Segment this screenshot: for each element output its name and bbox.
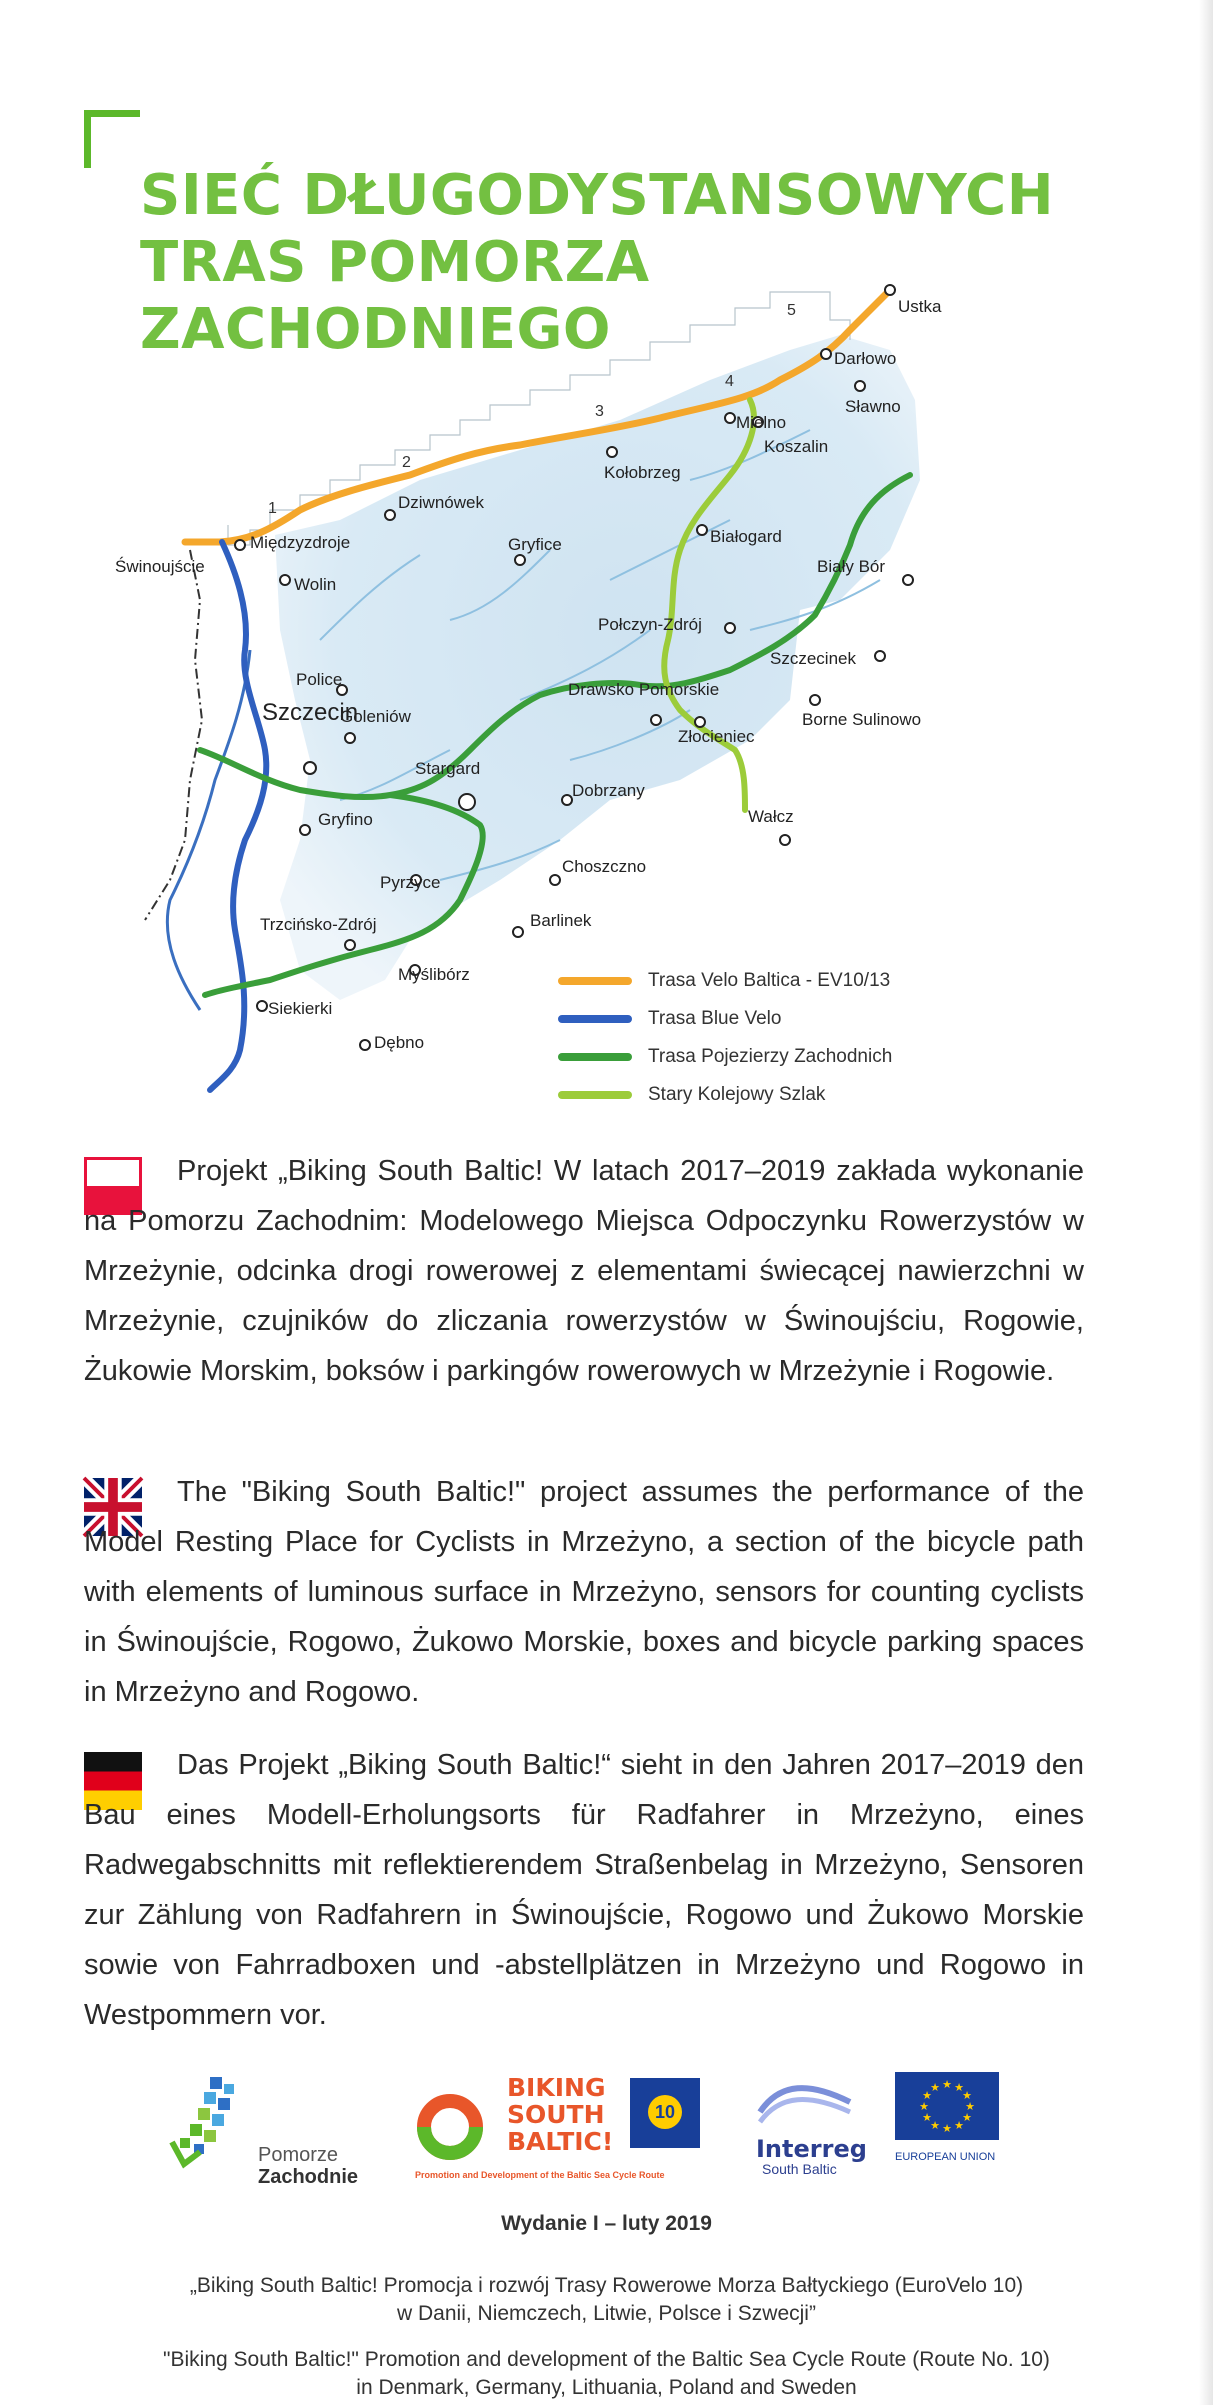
legend-item-blue-velo bbox=[558, 1000, 892, 1038]
footer-en-line-2: in Denmark, Germany, Lithuania, Poland and Sweden bbox=[356, 2376, 857, 2399]
label-dziwnowek: Dziwnówek bbox=[398, 493, 484, 512]
baltic-text: BALTIC! bbox=[507, 2127, 614, 2156]
svg-text:★: ★ bbox=[962, 2090, 972, 2102]
footer-en-line-1: "Biking South Baltic!" Promotion and development of the Baltic Sea Cycle Route (Route No. 10) bbox=[163, 2348, 1050, 2371]
label-police: Police bbox=[296, 670, 343, 689]
label-gryfino: Gryfino bbox=[318, 810, 373, 829]
pomorze-mosaic-icon bbox=[170, 2072, 250, 2172]
label-dobrzany: Dobrzany bbox=[572, 781, 645, 800]
svg-text:★: ★ bbox=[922, 2090, 932, 2102]
svg-text:★: ★ bbox=[942, 2079, 952, 2091]
svg-text:★: ★ bbox=[930, 2120, 940, 2132]
south-text: SOUTH bbox=[507, 2100, 605, 2129]
footer-pl-line-2: w Danii, Niemczech, Litwie, Polsce i Szwecji” bbox=[397, 2302, 816, 2325]
footer-title-en bbox=[0, 2346, 1213, 2402]
map-legend bbox=[558, 962, 892, 1114]
label-koszalin: Koszalin bbox=[764, 437, 829, 456]
biking-ring-icon bbox=[415, 2092, 485, 2162]
label-drawsko-pomorskie: Drawsko Pomorskie bbox=[568, 680, 720, 699]
svg-text:★: ★ bbox=[942, 2123, 952, 2135]
label-swinoujscie: Świnoujście bbox=[115, 557, 205, 576]
label-miedzyzdroje: Międzyzdroje bbox=[250, 533, 351, 552]
zachodnie-text: Zachodnie bbox=[258, 2166, 359, 2188]
eu-label: EUROPEAN UNION bbox=[895, 2151, 996, 2163]
label-szczecinek: Szczecinek bbox=[770, 649, 856, 668]
eu-logo bbox=[895, 2072, 1005, 2182]
biking-south-baltic-logo bbox=[415, 2072, 725, 2202]
text-en: The "Biking South Baltic!" project assumes the performance of the Model Resting Place for Cyclists in Mrzeżyno, a section of the bicycle path with elements of luminous surface in Mrzeżyno, sensors for counting cyclists in Świnoujście, Rogowo, Żukowo Morskie, boxes and bicycle parking spaces in Mrzeżyno and Rogowo. bbox=[84, 1476, 1084, 1708]
label-choszczno: Choszczno bbox=[562, 857, 647, 876]
label-szczecin: Szczecin bbox=[262, 699, 359, 726]
corner-bracket-mark bbox=[84, 110, 140, 168]
eu-flag-icon bbox=[895, 2072, 999, 2140]
legend-label: Stary Kolejowy Szlak bbox=[648, 1084, 826, 1105]
interreg-wave-icon bbox=[750, 2072, 860, 2132]
interreg-text: Interreg bbox=[756, 2135, 867, 2163]
section-number-5: 5 bbox=[787, 302, 796, 319]
section-number-4: 4 bbox=[725, 373, 734, 390]
legend-swatch-velo-baltica bbox=[558, 977, 632, 985]
legend-item-velo-baltica bbox=[558, 962, 892, 1000]
interreg-subtitle: South Baltic bbox=[762, 2161, 837, 2177]
label-barlinek: Barlinek bbox=[530, 911, 592, 930]
text-block-de bbox=[84, 1740, 1084, 2040]
text-block-en bbox=[84, 1467, 1084, 1717]
biking-text: BIKING bbox=[507, 2073, 606, 2102]
section-number-1: 1 bbox=[268, 500, 277, 517]
title-line-2: TRAS POMORZA bbox=[140, 230, 650, 295]
page-edge-shadow bbox=[1199, 0, 1213, 2405]
label-trzcinsko-zdroj: Trzcińsko-Zdrój bbox=[260, 915, 377, 934]
label-gryfice: Gryfice bbox=[508, 535, 562, 554]
label-walcz: Wałcz bbox=[748, 807, 794, 826]
legend-swatch-pojezierzy bbox=[558, 1053, 632, 1061]
label-bialy-bor: Biały Bór bbox=[817, 557, 886, 576]
footer-pl-line-1: „Biking South Baltic! Promocja i rozwój Trasy Rowerowe Morza Bałtyckiego (EuroVelo 10) bbox=[189, 2274, 1024, 2297]
eurovelo-number: 10 bbox=[648, 2095, 682, 2129]
title-line-3: ZACHODNIEGO bbox=[140, 297, 612, 362]
text-pl: Projekt „Biking South Baltic! W latach 2017–2019 zakłada wykonanie na Pomorzu Zachodnim: Modelowego Miejsca Odpoczynku Rowerzystów w Mrzeżynie, odcinka drogi rowerowej z elementami świecącej nawierzchni w Mrzeżynie, czujników do zliczania rowerzystów w Świnoujściu, Rogowie, Żukowie Morskim, boksów i parkingów rowerowych w Mrzeżynie i Rogowie. bbox=[84, 1155, 1084, 1387]
interreg-logo bbox=[750, 2072, 870, 2182]
label-bialogard: Białogard bbox=[710, 527, 782, 546]
section-number-2: 2 bbox=[402, 454, 411, 471]
label-darlowo: Darłowo bbox=[834, 349, 897, 368]
label-kolobrzeg: Kołobrzeg bbox=[604, 463, 681, 482]
label-debno: Dębno bbox=[374, 1033, 425, 1052]
svg-text:★: ★ bbox=[954, 2120, 964, 2132]
svg-text:★: ★ bbox=[919, 2101, 929, 2113]
pomorze-zachodnie-logo bbox=[170, 2072, 359, 2192]
footer-title-pl bbox=[0, 2272, 1213, 2328]
label-zlocieniec: Złocieniec bbox=[678, 727, 755, 746]
label-slawno: Sławno bbox=[845, 397, 901, 416]
label-polczyn-zdroj: Połczyn-Zdrój bbox=[598, 615, 702, 634]
edition-label: Wydanie I – luty 2019 bbox=[501, 2212, 712, 2235]
svg-text:★: ★ bbox=[930, 2082, 940, 2094]
label-borne-sulinowo: Borne Sulinowo bbox=[802, 710, 922, 729]
label-stargard: Stargard bbox=[415, 759, 481, 778]
svg-text:★: ★ bbox=[922, 2112, 932, 2124]
label-goleniow: Goleniów bbox=[340, 707, 411, 726]
svg-text:★: ★ bbox=[954, 2082, 964, 2094]
legend-label: Trasa Blue Velo bbox=[648, 1008, 782, 1029]
legend-label: Trasa Velo Baltica - EV10/13 bbox=[648, 970, 891, 991]
legend-swatch-kolejowy bbox=[558, 1091, 632, 1099]
label-pyrzyce: Pyrzyce bbox=[380, 873, 441, 892]
eurovelo-badge bbox=[630, 2078, 700, 2148]
title-line-1: SIEĆ DŁUGODYSTANSOWYCH bbox=[140, 163, 1055, 228]
text-block-pl bbox=[84, 1146, 1084, 1396]
section-number-3: 3 bbox=[595, 403, 604, 420]
svg-text:★: ★ bbox=[962, 2112, 972, 2124]
svg-text:★: ★ bbox=[965, 2101, 975, 2113]
legend-item-kolejowy bbox=[558, 1076, 892, 1114]
partner-logos bbox=[170, 2072, 1030, 2202]
pomorze-text: Pomorze bbox=[258, 2144, 339, 2166]
label-wolin: Wolin bbox=[294, 575, 337, 594]
legend-swatch-blue-velo bbox=[558, 1015, 632, 1023]
legend-item-pojezierzy bbox=[558, 1038, 892, 1076]
label-siekierki: Siekierki bbox=[268, 999, 333, 1018]
label-mielno: Mielno bbox=[736, 413, 787, 432]
legend-label: Trasa Pojezierzy Zachodnich bbox=[648, 1046, 893, 1067]
label-ustka: Ustka bbox=[898, 297, 942, 316]
biking-subtitle: Promotion and Development of the Baltic Sea Cycle Route bbox=[415, 2170, 665, 2180]
national-border bbox=[145, 550, 202, 920]
text-de: Das Projekt „Biking South Baltic!“ sieht in den Jahren 2017–2019 den Bau eines Modell-Erholungsorts für Radfahrer in Mrzeżyno, eines Radwegabschnitts mit reflektierendem Straßenbelag in Mrzeżyno, Sensoren zur Zählung von Radfahrern in Świnoujście, Rogowo und Żukowo Morskie sowie von Fahrradboxen und -abstellplätzen in Mrzeżyno und Rogowo in Westpommern vor. bbox=[84, 1749, 1084, 2031]
label-mysliborz: Myślibórz bbox=[398, 965, 470, 984]
